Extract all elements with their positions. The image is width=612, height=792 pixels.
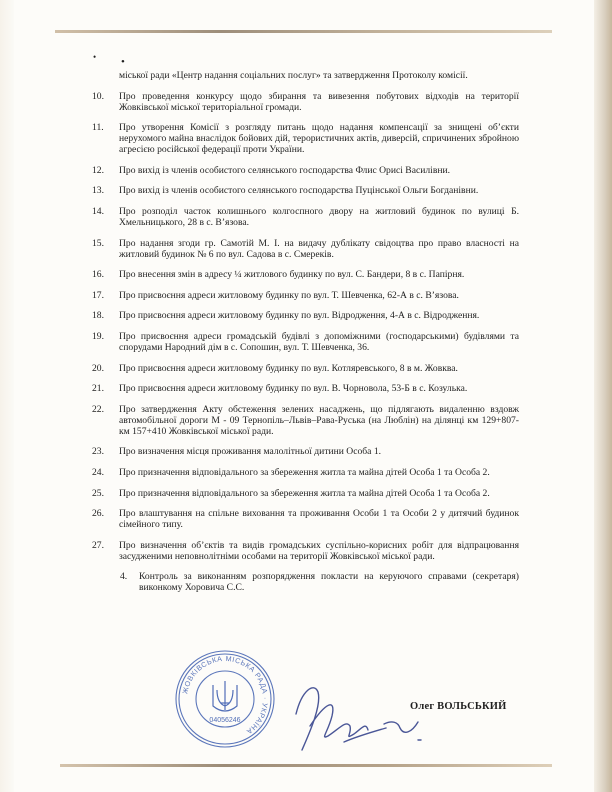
item-number: 22. [92, 403, 104, 415]
item-number: 14. [92, 205, 104, 217]
agenda-item [92, 122, 519, 155]
item-text: Про надання згоди гр. Самотій М. І. на видачу дублікату свідоцтва про право власності на житловий будинок № 6 по вул. Садова в с. Смереків. [119, 237, 519, 260]
item-text: Про вихід із членів особистого селянського господарства Пуцінської Ольги Богданівни. [119, 185, 479, 197]
scan-speck: • [121, 56, 125, 68]
agenda-item [92, 467, 519, 478]
item-text: Про призначення відповідального за збереження житла та майна дітей Особа 1 та Особа 2. [119, 466, 490, 478]
item-text: Про утворення Комісії з розгляду питань щодо надання компенсації за знищені об’єкти нерухомого майна внаслідок бойових дій, терористичних актів, диверсій, спричинених збройною агресією російської федерації проти України. [119, 122, 519, 156]
agenda-item [92, 206, 519, 228]
item-text: Про присвоєння адреси житловому будинку по вул. В. Чорновола, 53-Б в с. Козулька. [119, 383, 468, 395]
item-text: Про присвоєння адреси житловому будинку по вул. Відродження, 4-А в с. Відродження. [119, 310, 480, 322]
clause-text: Контроль за виконанням розпорядження покласти на керуючого справами (секретаря) виконкому Хоровича С.С. [139, 571, 519, 594]
item-text: Про вихід із членів особистого селянського господарства Флис Орисі Василівни. [119, 164, 451, 176]
item-text: Про присвоєння адреси житловому будинку по вул. Т. Шевченка, 62-А в с. В’язова. [119, 289, 459, 301]
item-number: 23. [92, 446, 104, 458]
item-number: 17. [92, 289, 104, 301]
item-number: 27. [92, 539, 104, 551]
item-text: Про влаштування на спільне виховання та проживання Особи 1 та Особи 2 у дитячий будинок сімейного типу. [119, 508, 519, 531]
item-number: 15. [92, 237, 104, 249]
official-stamp [173, 648, 277, 750]
agenda-item [92, 508, 519, 530]
item-text: Про призначення відповідального за збереження житла та майна дітей Особа 1 та Особа 2. [119, 487, 490, 499]
item-number: 19. [92, 330, 104, 342]
scan-bottom-edge-line [60, 764, 552, 767]
item-number: 24. [92, 466, 104, 478]
agenda-item [92, 310, 519, 321]
agenda-item [92, 165, 519, 176]
item-text: Про визначення місця проживання малолітньої дитини Особа 1. [119, 446, 382, 458]
item-text: Про визначення об’єктів та видів громадських суспільно-корисних робіт для відпрацювання засудженими неповнолітніми особами на території Жовківської міської ради. [119, 539, 519, 562]
agenda-item [92, 290, 519, 301]
item-text: Про присвоєння адреси громадській будівлі з допоміжними (господарськими) будівлями та спорудами Народний дім в с. Сопошин, вул. Т. Шевченка, 36. [119, 330, 519, 353]
agenda-item [92, 404, 519, 437]
item-number: 11. [92, 122, 104, 134]
agenda-item [92, 91, 519, 113]
clause-number: 4. [120, 571, 128, 583]
item-number: 16. [92, 269, 104, 281]
trident-emblem-icon [213, 681, 237, 711]
item-number: 18. [92, 310, 104, 322]
item-number: 21. [92, 383, 104, 395]
item-number: 25. [92, 487, 104, 499]
stamp-ring-text: ЖОВКІВСЬКА МІСЬКА РАДА · УКРАЇНА [180, 653, 271, 737]
agenda-item [92, 331, 519, 353]
signer-name: Олег ВОЛЬСЬКИЙ [410, 701, 507, 712]
agenda-list [92, 70, 519, 593]
item-text: Про затвердження Акту обстеження зелених насаджень, що підлягають видаленню вздовж автомобільної дороги М - 09 Тернопіль–Львів–Рава-Руська (на Люблін) на ділянці км 129+807-км 157+410 Жовківської міської ради. [119, 403, 519, 437]
item-number: 13. [92, 185, 104, 197]
item-text: Про розподіл часток колишнього колгоспного двору на житловий будинок по вулиці Б. Хмельницького, 28 в с. В’язова. [119, 205, 519, 228]
scan-right-edge [594, 0, 612, 792]
handwritten-signature [288, 676, 438, 754]
scan-top-edge-line [55, 30, 552, 33]
item-number: 26. [92, 508, 104, 520]
item-text: Про присвоєння адреси житловому будинку по вул. Котляревського, 8 в м. Жовква. [119, 362, 458, 374]
agenda-item [92, 238, 519, 260]
item-number: 10. [92, 90, 104, 102]
agenda-item [92, 540, 519, 562]
item-continuation: міської ради «Центр надання соціальних послуг» та затвердження Протоколу комісії. [119, 70, 468, 81]
stamp-code: 04056246 [209, 717, 241, 724]
item-text: Про проведення конкурсу щодо збирання та вивезення побутових відходів на території Жовківської міської територіальної громади. [119, 90, 519, 113]
item-number: 20. [92, 362, 104, 374]
scan-left-edge [0, 0, 14, 792]
agenda-item [92, 488, 519, 499]
agenda-item [92, 363, 519, 374]
agenda-item [92, 383, 519, 394]
item-number: 12. [92, 164, 104, 176]
control-clause [92, 571, 519, 593]
item-text: Про внесення змін в адресу ¼ житлового будинку по вул. С. Бандери, 8 в с. Папірня. [119, 269, 465, 281]
agenda-item [92, 185, 519, 196]
scan-speck: • [93, 52, 97, 62]
agenda-item [92, 269, 519, 280]
agenda-item [92, 446, 519, 457]
